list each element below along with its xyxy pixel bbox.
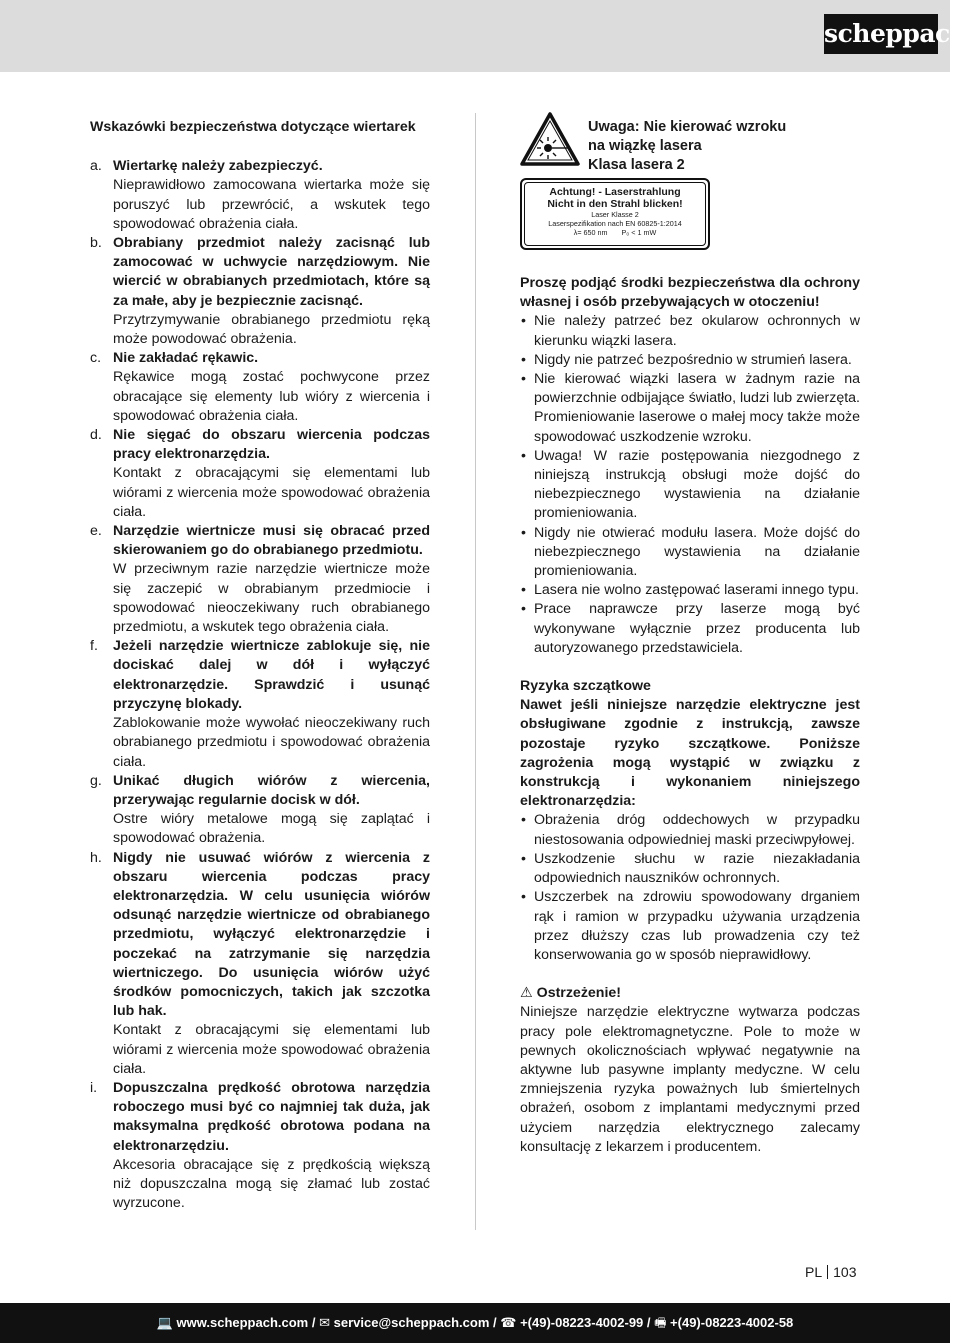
item-heading: Jeżeli narzędzie wiertnicze zablokuje się, nie dociskać dalej w dół i wyłączyć elektronarzędzie. Sprawdzić i usunąć przyczynę blokady. xyxy=(113,638,430,712)
laser-safety-list xyxy=(520,312,860,658)
list-item: • Nigdy nie patrzeć bezpośrednio w strumień lasera. xyxy=(520,351,860,370)
item-body: Kontakt z obracającymi się elementami lub wiórami z wiercenia może spowodować obrażenia ciała. xyxy=(113,465,430,520)
item-body: Ostre wióry metalowe mogą się zaplątać i spowodować obrażenia. xyxy=(113,811,430,847)
footer-email[interactable]: service@scheppach.com / xyxy=(333,1315,497,1330)
list-item xyxy=(90,637,430,771)
item-heading: Nie zakładać rękawic. xyxy=(113,350,259,367)
list-item: • Uszkodzenie słuchu w razie niezakładania odpowiednich nauszników ochronnych. xyxy=(520,850,860,888)
item-body: Nieprawidłowo zamocowana wiertarka może się poruszyć lub przewrócić, a wskutek tego spowodować obrażenia ciała. xyxy=(113,177,430,232)
fax-icon: 🖷 xyxy=(654,1315,667,1330)
label-line: Laserspezifikation nach EN 60825-1:2014 xyxy=(548,219,682,228)
list-item: • Uwaga! W razie postępowania niezgodnego z niniejszą instrukcją obsługi może dojść do niebezpiecznego wystawienia na działanie promieniowania. xyxy=(520,447,860,524)
item-body: Zablokowanie może wywołać nieoczekiwany ruch obrabianego przedmiotu i spowodować obrażenia ciała. xyxy=(113,715,430,770)
laser-warning-text xyxy=(588,118,786,176)
item-heading: Unikać długich wiórów z wiercenia, przerywając regularnie docisk w dół. xyxy=(113,772,430,808)
item-letter: a. xyxy=(90,158,102,175)
page-number xyxy=(805,1264,856,1280)
scheppach-logo: scheppach xyxy=(824,14,938,54)
item-letter: i. xyxy=(90,1079,98,1096)
warning-title: ⚠ Ostrzeżenie! xyxy=(520,985,622,1002)
footer-fax: +(49)-08223-4002-58 xyxy=(670,1315,794,1330)
column-divider xyxy=(475,113,476,1230)
item-heading: Wiertarkę należy zabezpieczyć. xyxy=(113,158,323,175)
laser-class-label xyxy=(520,178,710,250)
list-item xyxy=(90,849,430,1079)
list-item xyxy=(90,772,430,849)
laser-hazard-icon xyxy=(520,112,580,166)
laser-warning-line: Uwaga: Nie kierować wzroku xyxy=(588,119,787,135)
page-footer xyxy=(0,1303,950,1343)
list-item: • Lasera nie wolno zastępować laserami innego typu. xyxy=(520,581,860,600)
computer-icon: 💻 xyxy=(156,1315,173,1330)
phone-icon: ☎ xyxy=(500,1315,517,1330)
residual-risks-list xyxy=(520,811,860,965)
page-header xyxy=(0,0,967,72)
residual-risks-intro: Nawet jeśli niniejsze narzędzie elektryczne jest obsługiwane zgodnie z instrukcją, zawsze pozostaje ryzyko szczątkowe. Poniższe zagrożenia mogą wystąpić w związku z konstrukcją i wykonaniem niniejszego elektronarzędzia: xyxy=(520,697,860,810)
page-language: PL xyxy=(805,1264,823,1280)
list-item: • Nie należy patrzeć bez okularow ochronnych w kierunku wiązki lasera. xyxy=(520,312,860,350)
label-power: P₀ < 1 mW xyxy=(621,228,657,237)
right-column xyxy=(520,118,860,1157)
list-item: • Uszczerbek na zdrowiu spowodowany drganiem rąk i ramion w przypadku używania urządzenia przez dłuższy czas lub prowadzenia czy też konserwowania go w sposób nieprawidłowy. xyxy=(520,888,860,965)
item-heading: Nigdy nie usuwać wiórów z wiercenia z obszaru wiercenia podczas pracy elektronarzędzia. W celu usunięcia wiórów odsunąć narzędzie wiertnicze od obrabianego przedmiotu, wyłączyć elektronarzędzie i poczekać na zatrzymanie się narzędzia wiertniczego. Do usunięcia wiórów użyć środków pomocniczych, takich jak szczotka lub hak. xyxy=(113,849,430,1020)
item-letter: h. xyxy=(90,849,102,866)
footer-website[interactable]: www.scheppach.com / xyxy=(176,1315,316,1330)
mail-icon: ✉ xyxy=(319,1315,330,1330)
item-letter: d. xyxy=(90,427,102,444)
footer-phone: +(49)-08223-4002-99 / xyxy=(520,1315,651,1330)
laser-warning-line: na wiązkę lasera xyxy=(588,138,702,155)
item-letter: f. xyxy=(90,638,98,655)
item-letter: b. xyxy=(90,235,102,252)
item-letter: g. xyxy=(90,772,102,789)
item-letter: c. xyxy=(90,350,102,367)
list-item: • Prace naprawcze przy laserze mogą być wykonywane wyłącznie przez producenta lub autoryzowanego przedstawiciela. xyxy=(520,600,860,658)
warning-body: Niniejsze narzędzie elektryczne wytwarza podczas pracy pole elektromagnetyczne. Pole to może w pewnych okolicznościach wpływać negatywnie na aktywne lub pasywne implanty medyczne. W celu zmniejszenia ryzyka poważnych lub śmiertelnych obrażeń, osobom z implantami medycznymi przed użyciem narzędzia elektrycznego zalecamy konsultację z lekarzem i producentem. xyxy=(520,1004,860,1155)
list-item xyxy=(90,426,430,522)
list-item xyxy=(90,349,430,426)
item-letter: e. xyxy=(90,523,102,540)
item-body: Przytrzymywanie obrabianego przedmiotu ręką może powodować obrażenia. xyxy=(113,311,430,348)
item-heading: Dopuszczalna prędkość obrotowa narzędzia roboczego musi być co najmniej tak duża, jak maksymalna prędkość obrotowa podana na elektronarzędziu. xyxy=(113,1079,430,1154)
item-body: W przeciwnym razie narzędzie wiertnicze może się zaczepić w obrabianym przedmiocie i spowodować nieoczekiwany ruch obrabianego przedmiotu, a wskutek tego obrażenia ciała. xyxy=(113,561,430,636)
page-index: 103 xyxy=(833,1264,857,1280)
residual-risks-title: Ryzyka szczątkowe xyxy=(520,678,651,695)
item-body: Kontakt z obracającymi się elementami lub wiórami z wiercenia może spowodować obrażenia ciała. xyxy=(113,1022,430,1077)
item-body: Rękawice mogą zostać pochwycone przez obracające się elementy lub wióry z wiercenia i spowodować obrażenia ciała. xyxy=(113,369,430,424)
item-heading: Nie sięgać do obszaru wiercenia podczas pracy elektronarzędzia. xyxy=(113,427,430,463)
item-heading: Obrabiany przedmiot należy zacisnąć lub zamocować w uchwycie narzędziowym. Nie wiercić w obrabianych przedmiotach, które są za małe, aby je bezpiecznie zacisnąć. xyxy=(113,235,430,309)
list-item xyxy=(90,157,430,234)
drill-safety-title: Wskazówki bezpieczeństwa dotyczące wiertarek xyxy=(90,119,416,135)
list-item xyxy=(90,522,430,637)
left-column xyxy=(90,118,430,1213)
laser-safety-title: Proszę podjąć środki bezpieczeństwa dla ochrony własnej i osób przebywających w otoczeniu! xyxy=(520,275,860,311)
list-item xyxy=(90,1079,430,1213)
list-item: • Obrażenia dróg oddechowych w przypadku niestosowania odpowiedniej maski przeciwpyłowej. xyxy=(520,811,860,849)
list-item: • Nigdy nie otwierać modułu lasera. Może dojść do niebezpiecznego wystawienia na działanie promieniowania. xyxy=(520,524,860,582)
item-body: Akcesoria obracające się z prędkością większą niż dopuszczalna mogą się złamać lub zostać wyrzucone. xyxy=(113,1156,430,1212)
label-wavelength: λ= 650 nm xyxy=(573,228,608,237)
list-item: • Nie kierować wiązki lasera w żadnym razie na powierzchnie odbijające światło, ludzi lub zwierzęta. Promieniowanie laserowe o małej mocy także może spowodować uszkodzenie wzroku. xyxy=(520,370,860,447)
list-item xyxy=(90,234,430,349)
label-line: Nicht in den Strahl blicken! xyxy=(547,198,683,210)
item-heading: Narzędzie wiertnicze musi się obracać przed skierowaniem go do obrabianego przedmiotu. xyxy=(113,523,430,559)
label-line: Achtung! - Laserstrahlung xyxy=(549,186,681,198)
drill-safety-list xyxy=(90,157,430,1213)
label-line: Laser Klasse 2 xyxy=(591,210,639,219)
laser-class-line: Klasa lasera 2 xyxy=(588,157,685,174)
laser-warning-block xyxy=(520,118,860,254)
